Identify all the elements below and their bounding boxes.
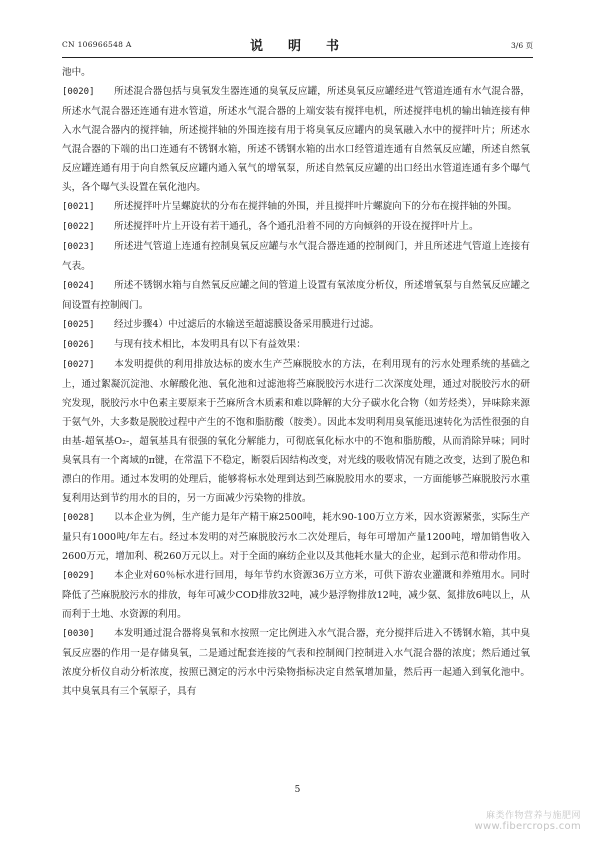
paragraph-number: [0027] [62,360,95,370]
paragraph-0021 [62,197,530,217]
continuation-text: 池中。 [62,67,91,78]
paragraph-number: [0023] [62,242,95,252]
paragraph-text: 本发明通过混合器将臭氧和水按照一定比例进入水气混合器，充分搅拌后进入不锈钢水箱，其中臭氧反应器的作用一是存储臭氧，二是通过配套连接的气表和控制阀门控制进入水气混合器的浓度；然后通过氧浓度分析仪自动分析浓度，按照已测定的污水中污染物指标决定自然氧增加量，然后再一起通入到氧化池中。其中臭氧具有三个氧原子，具有 [62,628,530,697]
paragraph-0030 [62,624,530,701]
paragraph-0028 [62,508,530,566]
paragraph-0025 [62,315,530,335]
paragraph-0029 [62,566,530,624]
paragraph-text: 以本企业为例，生产能力是年产精干麻2500吨，耗水90-100万立方米，因水资源紧张，实际生产量只有1000吨/年左右。经过本发明的对苎麻脱胶污水二次处理后，每年可增加产量1200吨，增加销售收入2600万元，增加利、税260万元以上。对于全面的麻纺企业以及其他耗水量大的企业，起到示范和带动作用。 [62,512,530,562]
paragraph-number: [0026] [62,340,95,350]
watermark-title: 麻类作物营养与施肥网 [485,811,581,821]
paragraph-text: 所述搅拌叶片上开设有若干通孔，各个通孔沿着不同的方向倾斜的开设在搅拌叶片上。 [114,221,479,232]
paragraph-number: [0029] [62,571,95,581]
paragraph-text: 与现有技术相比，本发明具有以下有益效果： [114,339,306,350]
paragraph-number: [0024] [62,281,95,291]
header-divider [62,57,533,58]
document-body [62,63,530,701]
paragraph-0022 [62,217,530,237]
paragraph-text: 本发明提供的利用排放达标的废水生产苎麻脱胶水的方法，在利用现有的污水处理系统的基础之上，通过絮凝沉淀池、水解酸化池、氧化池和过滤池将苎麻脱胶污水进行二次深度处理，通过对脱胶污水的研究发现，脱胶污水中色素主要原来于苎麻所含木质素和难以降解的大分子碳水化合物（如芳烃类），异味除来源于氨气外，大多数是脱胶过程中产生的不饱和脂肪酸（胺类）。因此本发明利用臭氧能迅速转化为活性很强的自由基-超氧基O₂-，超氧基具有很强的氧化分解能力，可彻底氧化标水中的不饱和脂肪酸，从而消除异味；同时臭氧具有一个离域的π键，在常温下不稳定，断裂后因结构改变，对光线的吸收情况有随之改变，达到了脱色和漂白的作用。通过本发明的处理后，能够将标水处理到达到苎麻脱胶用水的要求，一方面能够苎麻脱胶污水重复利用达到节约用水的目的，另一方面减少污染物的排放。 [62,359,530,504]
document-title: 说 明 书 [249,39,345,54]
paragraph-number: [0028] [62,513,95,523]
paragraph-text: 本企业对60％标水进行回用，每年节约水资源36万立方米，可供下游农业灌溉和养殖用水。同时降低了苎麻脱胶污水的排放，每年可减少COD排放32吨，减少悬浮物排放12吨，减少氨、氮排放6吨以上，从而利于土地、水资源的利用。 [62,570,530,620]
page-counter: 3/6 页 [511,41,533,50]
page-header [62,34,533,54]
paragraph-0027 [62,355,530,508]
paragraph-text: 所述进气管道上连通有控制臭氧反应罐与水气混合器连通的控制阀门，并且所述进气管道上连接有气表。 [62,241,530,272]
paragraph-text: 所述混合器包括与臭氧发生器连通的臭氧反应罐，所述臭氧反应罐经进气管道连通有水气混合器，所述水气混合器还连通有进水管道，所述水气混合器的上端安装有搅拌电机，所述搅拌电机的输出轴连接有伸入水气混合器内的搅拌轴，所述搅拌轴的外围连接有用于将臭氧反应罐内的臭氧融入水中的搅拌叶片；所述水气混合器的下端的出口连通有不锈钢水箱，所述不锈钢水箱的出水口经管道连通有自然氧反应罐，所述自然氧反应罐连通有用于向自然氧反应罐内通入氧气的增氧泵，所述自然氧反应罐的出口经出水管道连通有多个曝气头，各个曝气头设置在氧化池内。 [62,86,530,193]
paragraph-0024 [62,276,530,315]
paragraph-number: [0022] [62,222,95,232]
paragraph-text: 所述不锈钢水箱与自然氧反应罐之间的管道上设置有氧浓度分析仪，所述增氧泵与自然氧反应罐之间设置有控制阀门。 [62,280,530,311]
watermark-url: www.fibercrops.com [474,821,581,832]
paragraph-number: [0020] [62,87,95,97]
paragraph-number: [0025] [62,320,95,330]
site-watermark [411,808,581,832]
patent-number: CN 106966548 A [62,40,132,49]
paragraph-number: [0030] [62,629,95,639]
page-number: 5 [294,785,301,795]
paragraph-text: 所述搅拌叶片呈螺旋状的分布在搅拌轴的外围，并且搅拌叶片螺旋向下的分布在搅拌轴的外围。 [114,201,517,212]
paragraph-0026 [62,335,530,355]
paragraph-text: 经过步骤4）中过滤后的水输送至超滤膜设备采用膜进行过滤。 [114,319,380,330]
paragraph-0023 [62,237,530,276]
paragraph-0020 [62,82,530,197]
paragraph-number: [0021] [62,202,95,212]
